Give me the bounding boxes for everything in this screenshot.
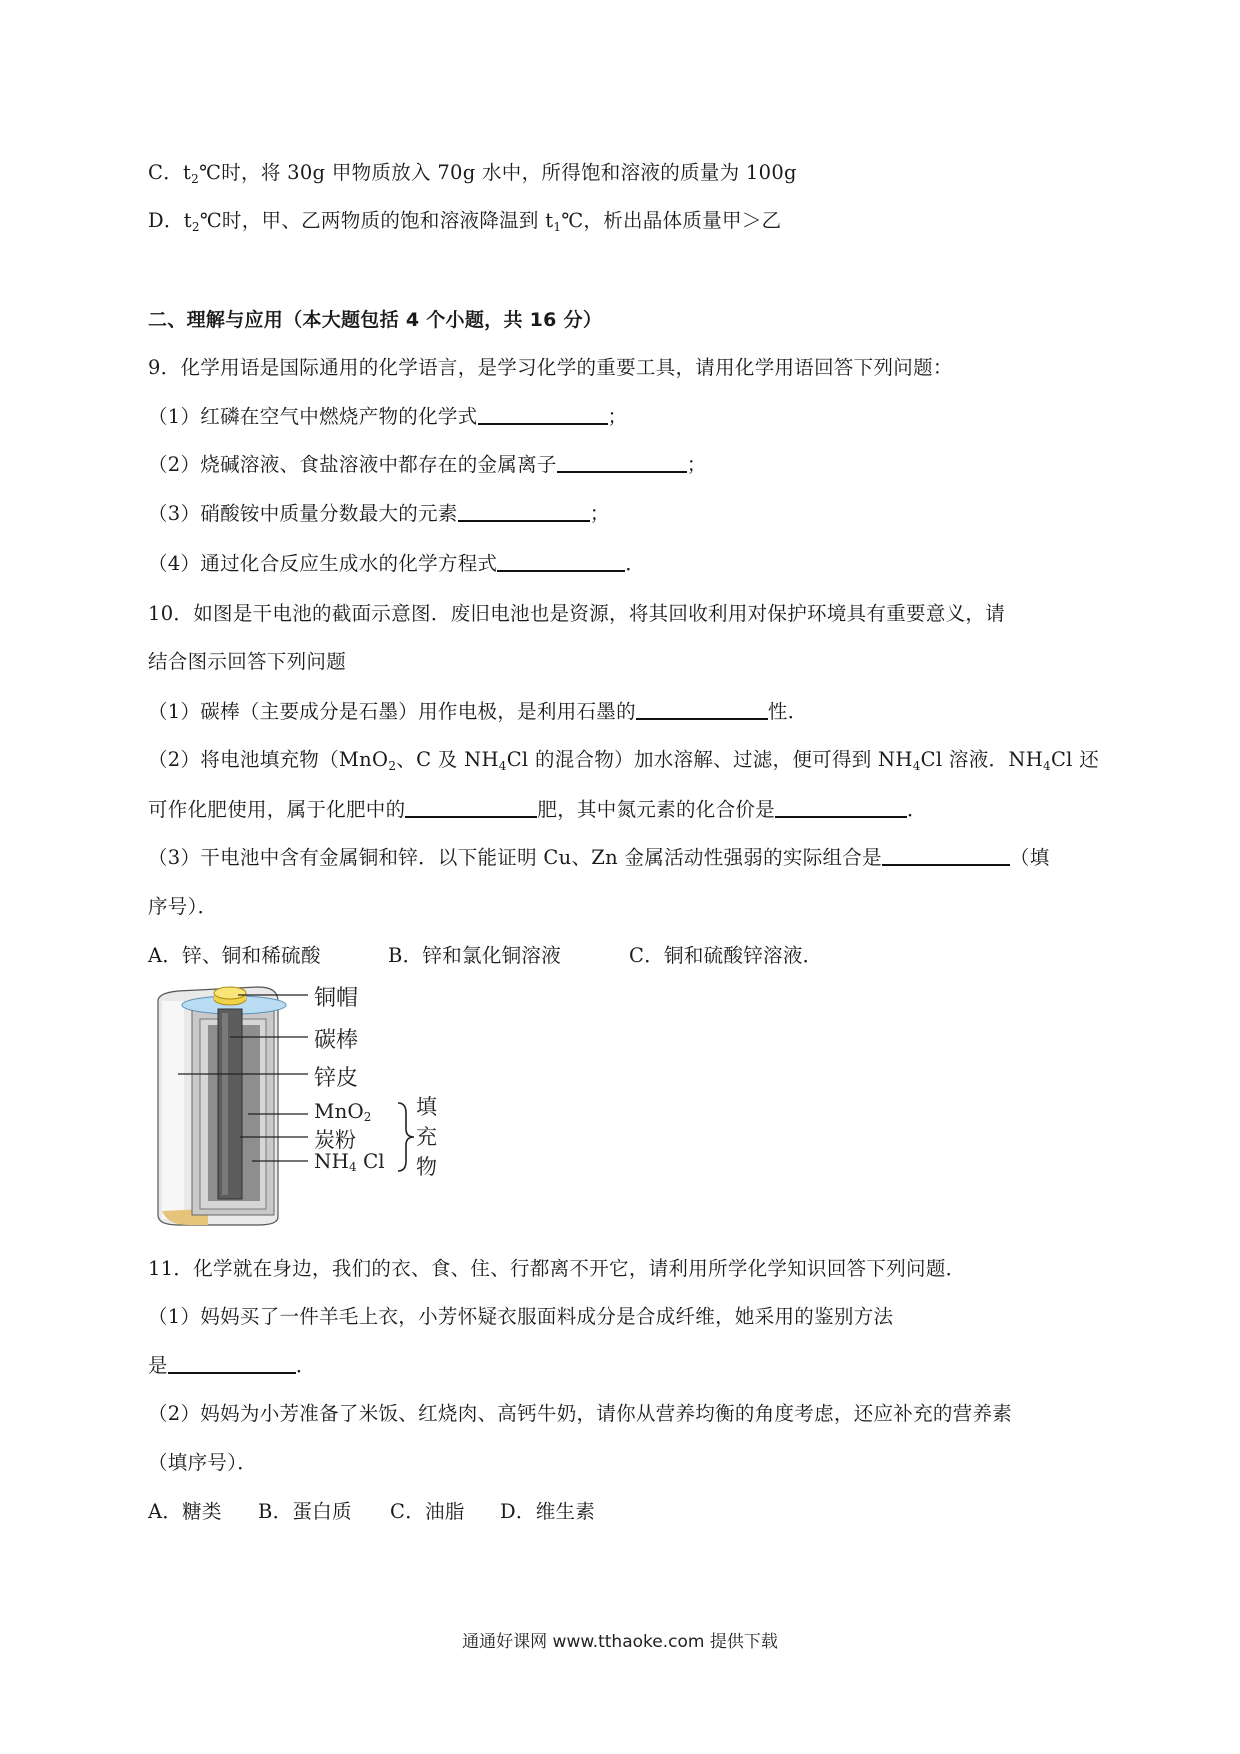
- q9-part-4: （4）通过化合反应生成水的化学方程式 ．: [148, 552, 646, 575]
- q11-option-a: A．糖类: [148, 1500, 222, 1523]
- q10-stem-line-1: 10．如图是干电池的截面示意图．废旧电池也是资源，将其回收利用对保护环境具有重要意义，请: [148, 602, 1006, 625]
- q11-option-c: C．油脂: [390, 1500, 465, 1523]
- q10-part-3-line-1: （3）干电池中含有金属铜和锌．以下能证明 Cu、Zn 金属活动性强弱的实际组合是 （填: [148, 846, 1050, 869]
- q11-part-2-line-2: （填序号）．: [148, 1451, 258, 1474]
- q9-part-3: （3）硝酸铵中质量分数最大的元素 ；: [148, 502, 610, 525]
- q9-blank-2[interactable]: [557, 451, 687, 473]
- q10-options: [148, 942, 822, 970]
- label-fill-1: 填: [416, 1095, 437, 1119]
- q11-option-b: B．蛋白质: [258, 1500, 352, 1523]
- label-mno2: MnO2: [314, 1099, 372, 1124]
- q11-blank-1[interactable]: [168, 1352, 296, 1374]
- q9-blank-3[interactable]: [458, 500, 590, 522]
- label-zinc-case: 锌皮: [314, 1066, 359, 1091]
- q10-part-1: （1）碳棒（主要成分是石墨）用作电极，是利用石墨的 性．: [148, 700, 808, 723]
- q11-part-1-line-2: 是 ．: [148, 1354, 316, 1377]
- q11-option-d: D．维生素: [500, 1500, 596, 1523]
- label-fill-3: 物: [416, 1155, 437, 1179]
- q11-part-1-line-1: （1）妈妈买了一件羊毛上衣，小芳怀疑衣服面料成分是合成纤维，她采用的鉴别方法: [148, 1305, 894, 1328]
- q9-blank-4[interactable]: [497, 550, 625, 572]
- label-carbon-powder: 炭粉: [314, 1128, 356, 1152]
- q10-part-2-line-1: （2）将电池填充物（MnO$_2$、C 及 $NH_4Cl$ 的混合物）加水溶解、过滤，便可得到 $NH_4Cl$ 溶液．$NH_4Cl$ 还: [148, 748, 1099, 773]
- label-carbon-rod: 碳棒: [314, 1028, 359, 1053]
- section-2-title: 二、理解与应用（本大题包括 4 个小题，共 16 分）: [148, 309, 603, 331]
- q10-option-c: C．铜和硫酸锌溶液．: [629, 944, 823, 967]
- q9-blank-1[interactable]: [478, 403, 608, 425]
- q10-option-b: B．锌和氯化铜溶液: [388, 944, 562, 967]
- q8-option-c: C．$t_2℃$时，将 30g 甲物质放入 70g 水中，所得饱和溶液的质量为 100g: [148, 161, 797, 186]
- q10-blank-4[interactable]: [882, 844, 1010, 866]
- q10-blank-2[interactable]: [405, 796, 537, 818]
- q10-option-a: A．锌、铜和稀硫酸: [148, 944, 321, 967]
- q11-part-2-line-1: （2）妈妈为小芳准备了米饭、红烧肉、高钙牛奶，请你从营养均衡的角度考虑，还应补充的营养素: [148, 1402, 1013, 1425]
- q11-stem: 11．化学就在身边，我们的衣、食、住、行都离不开它，请利用所学化学知识回答下列问题．: [148, 1257, 966, 1280]
- q8-option-d: D．$t_2℃$时，甲、乙两物质的饱和溶液降温到 $t_1℃$，析出晶体质量甲＞乙: [148, 209, 782, 234]
- dry-cell-diagram: [148, 979, 443, 1228]
- q10-part-2-line-2: 可作化肥使用，属于化肥中的 肥，其中氮元素的化合价是 ．: [148, 798, 927, 821]
- label-nh4cl: NH4 Cl: [314, 1149, 385, 1174]
- dry-cell-illustration: [148, 979, 443, 1228]
- q9-stem: 9．化学用语是国际通用的化学语言，是学习化学的重要工具，请用化学用语回答下列问题：: [148, 356, 953, 379]
- label-fill-2: 充: [416, 1125, 437, 1149]
- q9-part-1: （1）红磷在空气中燃烧产物的化学式 ；: [148, 405, 628, 428]
- q10-part-3-line-2: 序号）．: [148, 895, 218, 918]
- q9-part-2: （2）烧碱溶液、食盐溶液中都存在的金属离子 ；: [148, 453, 707, 476]
- q10-blank-1[interactable]: [636, 698, 768, 720]
- q10-blank-3[interactable]: [775, 796, 907, 818]
- q11-options: [148, 1498, 595, 1526]
- label-copper-cap: 铜帽: [314, 986, 359, 1011]
- page-footer: 通通好课网 www.tthaoke.com 提供下载: [462, 1632, 778, 1652]
- q10-stem-line-2: 结合图示回答下列问题: [148, 650, 347, 673]
